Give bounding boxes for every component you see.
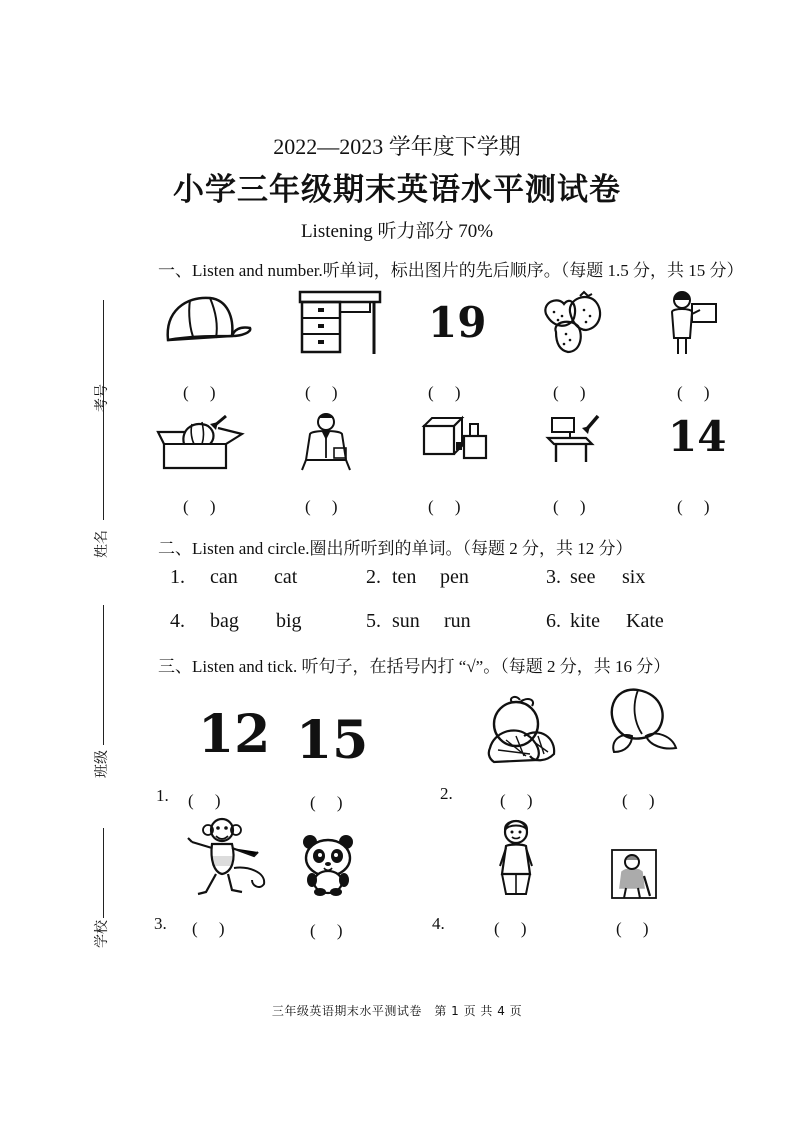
answer-paren[interactable]: ( )	[310, 921, 343, 940]
school-label: 学校	[95, 920, 110, 948]
listening-subtitle: Listening 听力部分 70%	[300, 221, 494, 242]
word-option[interactable]: can	[210, 566, 238, 588]
answer-paren[interactable]: ( )	[677, 383, 710, 402]
exam-no-label: 考号	[95, 384, 110, 412]
class-label: 班级	[95, 750, 110, 778]
desk-picture	[298, 290, 383, 356]
answer-paren[interactable]: ( )	[494, 919, 527, 938]
section2-heading: 二、Listen and circle.圈出所听到的单词。（每题 2 分，共 12 分）	[158, 539, 633, 558]
answer-paren[interactable]: ( )	[553, 383, 586, 402]
number-12: 12	[198, 704, 271, 765]
answer-paren[interactable]: ( )	[305, 497, 338, 516]
answer-paren[interactable]: ( )	[192, 919, 225, 938]
exam-title: 小学三年级期末英语水平测试卷	[173, 172, 621, 207]
grandpa-picture	[610, 848, 658, 900]
teacher-picture	[668, 290, 718, 356]
question-number: 4.	[432, 914, 445, 933]
number-15: 15	[296, 710, 369, 771]
word-option[interactable]: cat	[274, 566, 298, 588]
question-number: 2.	[440, 784, 453, 803]
word-option[interactable]: big	[276, 610, 302, 632]
answer-paren[interactable]: ( )	[428, 383, 461, 402]
item-number: 2.	[366, 566, 381, 588]
item-number: 3.	[546, 566, 561, 588]
microwave-picture	[420, 412, 490, 462]
orange-picture	[486, 696, 558, 764]
word-option[interactable]: sun	[392, 610, 420, 632]
monkey-picture	[186, 816, 270, 900]
answer-paren[interactable]: ( )	[553, 497, 586, 516]
answer-paren[interactable]: ( )	[622, 791, 655, 810]
word-option[interactable]: kite	[570, 610, 600, 632]
answer-paren[interactable]: ( )	[500, 791, 533, 810]
class-line	[103, 605, 104, 745]
item-number: 4.	[170, 610, 185, 632]
answer-paren[interactable]: ( )	[183, 497, 216, 516]
word-option[interactable]: Kate	[626, 610, 664, 632]
exam-no-line	[103, 300, 104, 440]
section1-heading: 一、Listen and number.听单词，标出图片的先后顺序。（每题 1.5 分，共 15 分）	[158, 261, 744, 280]
page-footer: 三年级英语期末水平测试卷 第 1 页 共 4 页	[271, 1004, 523, 1018]
name-line	[103, 440, 104, 520]
word-option[interactable]: bag	[210, 610, 239, 632]
number-19: 19	[428, 298, 487, 347]
word-row-2	[170, 610, 730, 636]
item-number: 5.	[366, 610, 381, 632]
answer-paren[interactable]: ( )	[183, 383, 216, 402]
man-picture	[298, 412, 358, 472]
chair-picture	[546, 414, 606, 464]
word-option[interactable]: see	[570, 566, 596, 588]
answer-paren[interactable]: ( )	[305, 383, 338, 402]
section3-heading: 三、Listen and tick. 听句子，在括号内打 “√”。（每题 2 分，共 16 分）	[158, 657, 671, 676]
answer-paren[interactable]: ( )	[188, 791, 221, 810]
word-option[interactable]: run	[444, 610, 471, 632]
word-option[interactable]: ten	[392, 566, 417, 588]
item-number: 6.	[546, 610, 561, 632]
woman-picture	[492, 818, 540, 898]
word-option[interactable]: pen	[440, 566, 469, 588]
exam-year: 2022—2023 学年度下学期	[273, 134, 521, 159]
item-number: 1.	[170, 566, 185, 588]
cap-picture	[160, 292, 255, 352]
ball-in-box-picture	[156, 414, 246, 470]
question-number: 1.	[156, 786, 169, 805]
panda-picture	[300, 834, 358, 896]
name-label: 姓名	[95, 530, 110, 558]
answer-paren[interactable]: ( )	[677, 497, 710, 516]
peach-picture	[602, 686, 682, 756]
school-line	[103, 828, 104, 918]
answer-paren[interactable]: ( )	[616, 919, 649, 938]
answer-paren[interactable]: ( )	[428, 497, 461, 516]
word-option[interactable]: six	[622, 566, 646, 588]
strawberries-picture	[540, 290, 606, 356]
answer-paren[interactable]: ( )	[310, 793, 343, 812]
word-row-1	[170, 566, 730, 592]
number-14: 14	[668, 412, 727, 461]
question-number: 3.	[154, 914, 167, 933]
